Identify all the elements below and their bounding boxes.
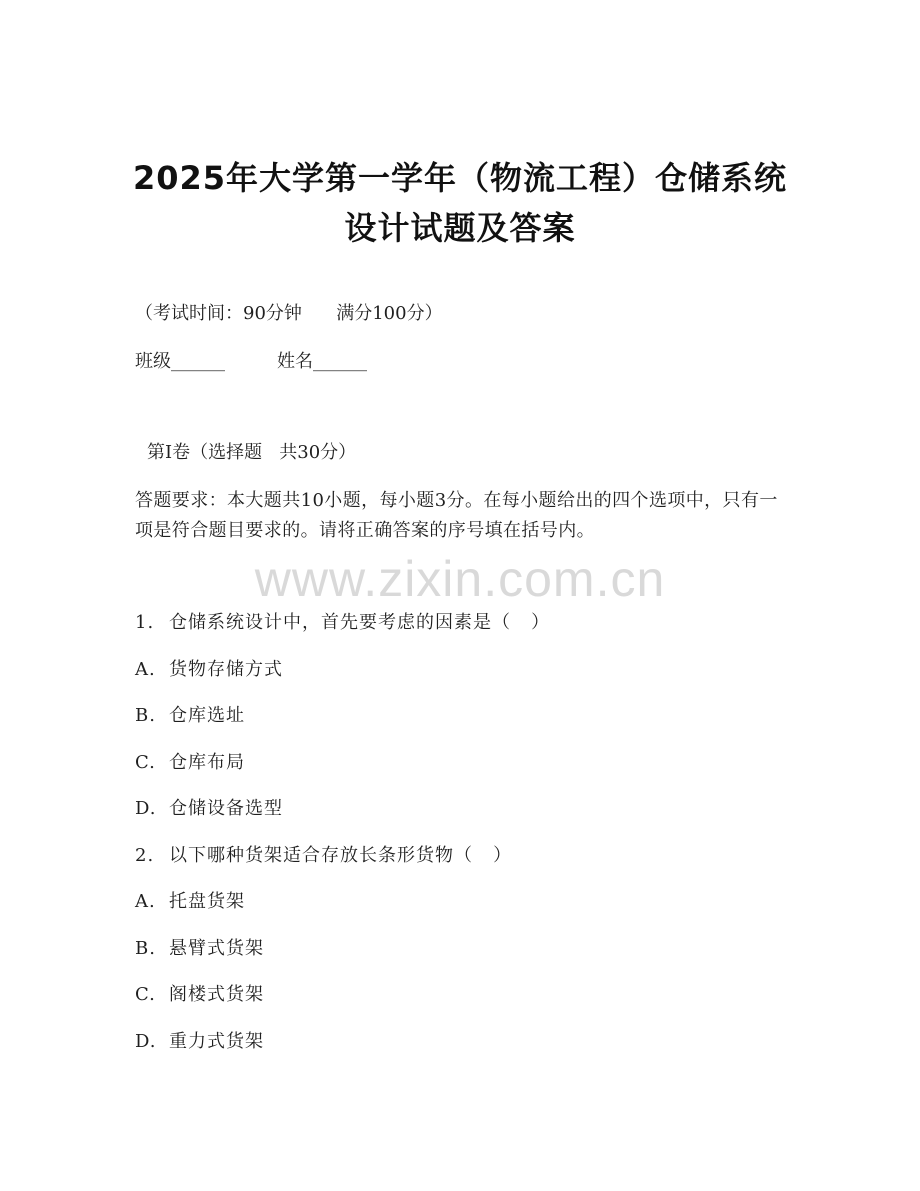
q2-option-d[interactable] — [135, 1031, 264, 1053]
option-text: 重力式货架 — [169, 1031, 264, 1052]
question-1 — [135, 612, 550, 634]
answer-requirement: 答题要求：本大题共10小题，每小题3分。在每小题给出的四个选项中，只有一项是符合题目要求的。请将正确答案的序号填在括号内。 — [135, 490, 778, 541]
option-key: B. — [135, 938, 156, 959]
q2-option-b[interactable] — [135, 938, 264, 960]
option-text: 仓库选址 — [169, 705, 245, 726]
option-text: 仓储设备选型 — [169, 798, 283, 819]
question-number: 1. — [135, 612, 155, 633]
exam-info: （考试时间：90分钟 满分100分） — [135, 303, 443, 324]
option-text: 货物存储方式 — [169, 659, 283, 680]
student-info-row — [135, 351, 367, 373]
option-key: C. — [135, 984, 156, 1005]
option-text: 阁楼式货架 — [169, 984, 264, 1005]
q1-option-b[interactable] — [135, 705, 245, 727]
option-key: D. — [135, 1031, 157, 1052]
option-key: A. — [135, 659, 156, 680]
question-number: 2. — [135, 845, 155, 866]
section-heading: 第Ⅰ卷（选择题 共30分） — [147, 442, 357, 463]
question-2 — [135, 845, 512, 867]
option-text: 仓库布局 — [169, 752, 245, 773]
name-field[interactable]: 姓名______ — [277, 351, 367, 372]
class-field[interactable]: 班级______ — [135, 351, 225, 372]
watermark: www.zixin.com.cn — [254, 551, 666, 607]
option-key: B. — [135, 705, 156, 726]
question-text: 仓储系统设计中，首先要考虑的因素是（ ） — [169, 612, 551, 633]
q1-option-c[interactable] — [135, 752, 245, 774]
option-key: A. — [135, 891, 156, 912]
q2-option-a[interactable] — [135, 891, 245, 913]
document-title-line-2: 设计试题及答案 — [344, 209, 576, 247]
q1-option-d[interactable] — [135, 798, 283, 820]
option-text: 托盘货架 — [169, 891, 245, 912]
q2-option-c[interactable] — [135, 984, 264, 1006]
document-title-line-1: 2025年大学第一学年（物流工程）仓储系统 — [132, 159, 788, 197]
option-key: C. — [135, 752, 156, 773]
question-text: 以下哪种货架适合存放长条形货物（ ） — [169, 845, 513, 866]
option-key: D. — [135, 798, 157, 819]
option-text: 悬臂式货架 — [169, 938, 264, 959]
q1-option-a[interactable] — [135, 659, 283, 681]
